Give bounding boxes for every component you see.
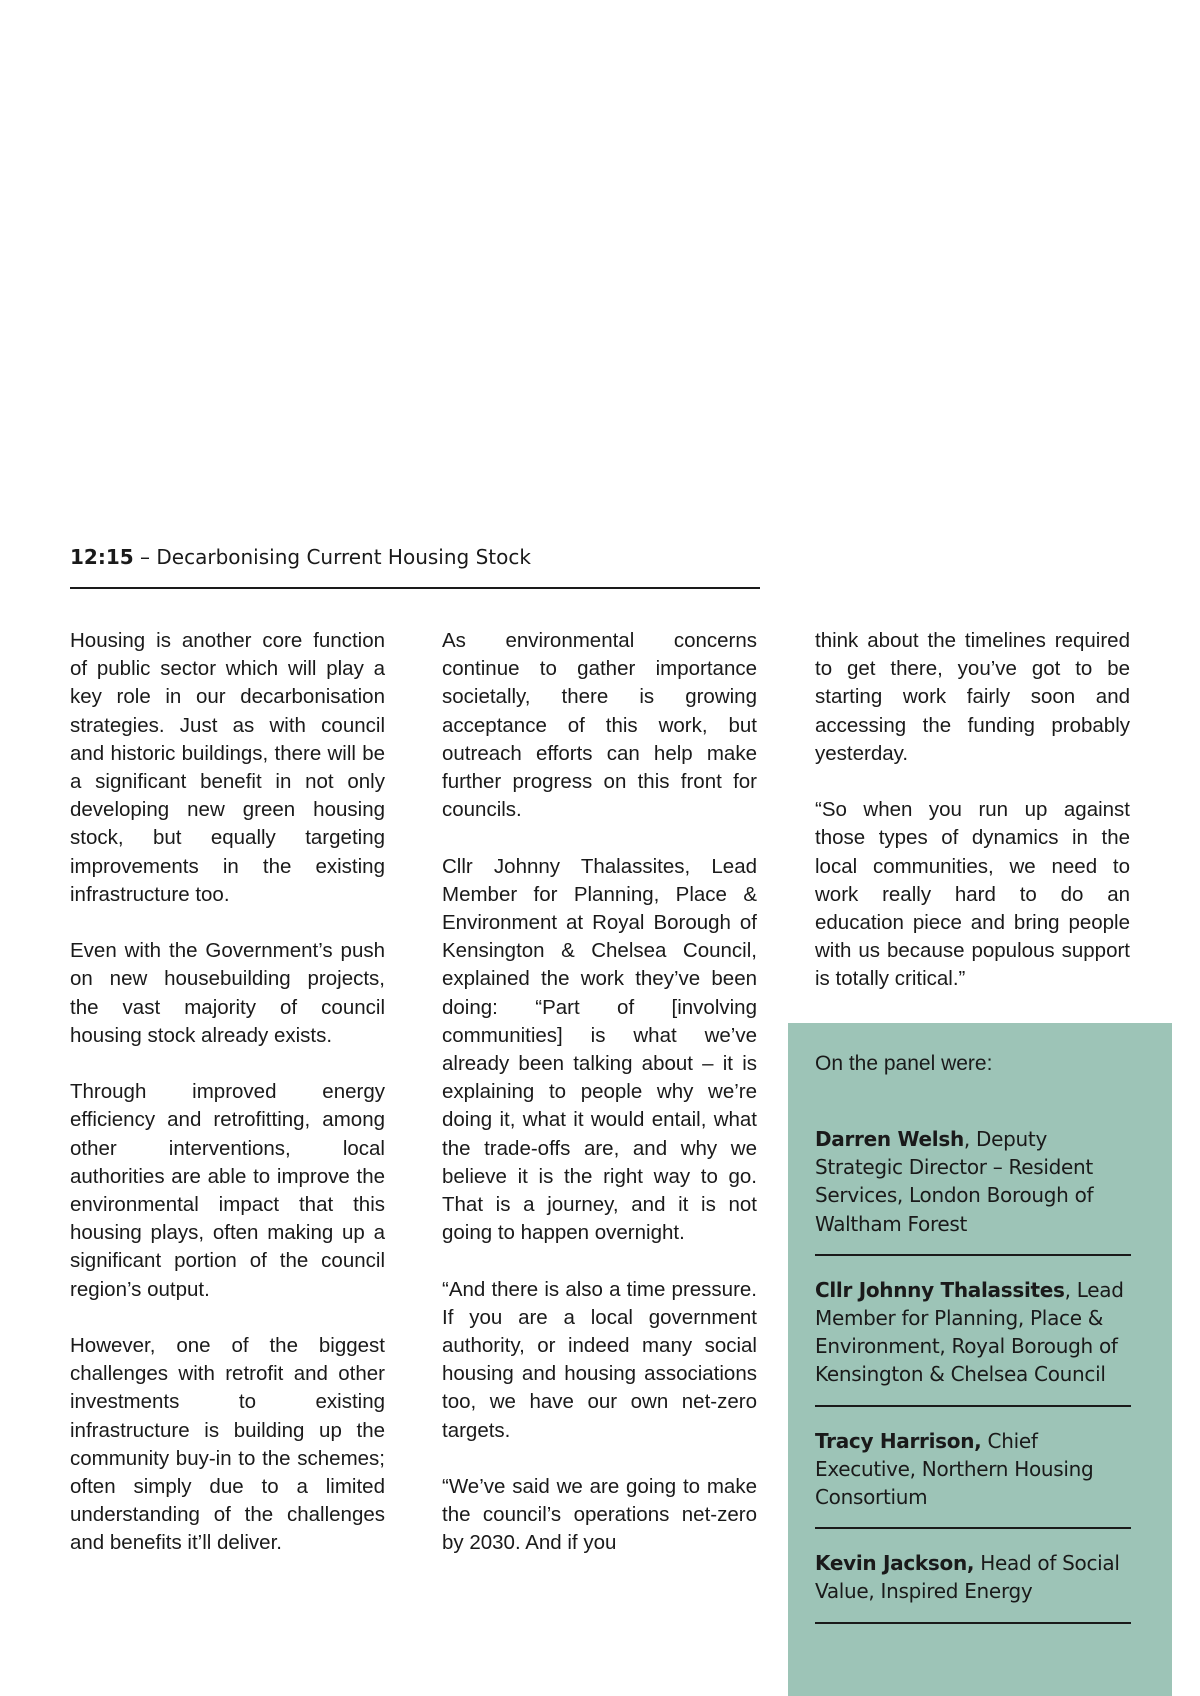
panelist-name: Darren Welsh [815, 1127, 964, 1151]
panelist-entry [815, 1427, 1131, 1530]
panel-title: On the panel were: [815, 1052, 993, 1075]
paragraph: Housing is another core function of public sector which will play a key role in our decarbonisation strategies. Just as with council and historic buildings, there will be a significant benefit in not only developing new green housing stock, but equally targeting improvements in the existing infrastructure too. [70, 629, 385, 906]
session-time: 12:15 [70, 545, 134, 569]
panelist-name: Kevin Jackson, [815, 1551, 975, 1576]
paragraph: “So when you run up against those types of dynamics in the local communities, we need to work really hard to do an education piece and bring people with us because populous support is totally critical.” [815, 798, 1130, 991]
panelist-name: Cllr Johnny Thalassites [815, 1277, 1065, 1302]
session-title: – Decarbonising Current Housing Stock [140, 545, 531, 569]
panelist-name: Tracy Harrison, [815, 1428, 982, 1453]
paragraph: As environmental concerns continue to gather importance societally, there is growing acceptance of this work, but outreach efforts can help make further progress on this front for councils. [442, 629, 757, 822]
panelist-entry [815, 1125, 1131, 1256]
heading-divider [70, 587, 760, 589]
article-column-2 [442, 627, 757, 1586]
panelist-role: Head of Social Value, Inspired Energy [815, 1551, 1120, 1604]
panelist-entry [815, 1276, 1131, 1407]
panel-sidebar [788, 1023, 1172, 1696]
paragraph: think about the timelines required to get there, you’ve got to be starting work fairly soon and accessing the funding probably yesterday. [815, 629, 1130, 765]
article-column-1 [70, 627, 385, 1586]
paragraph: “And there is also a time pressure. If you are a local government authority, or indeed many social housing and housing associations too, we have our own net-zero targets. [442, 1277, 757, 1442]
paragraph: “We’ve said we are going to make the council’s operations net-zero by 2030. And if you [442, 1475, 757, 1555]
panelist-role: , Deputy Strategic Director – Resident Services, London Borough of Waltham Forest [815, 1127, 1094, 1236]
panelist-role: , Lead Member for Planning, Place & Environment, Royal Borough of Kensington & Chelsea Council [815, 1277, 1124, 1387]
panelist-role: Chief Executive, Northern Housing Consortium [815, 1428, 1094, 1510]
panelist-entry [815, 1549, 1131, 1623]
paragraph: Even with the Government’s push on new housebuilding projects, the vast majority of council housing stock already exists. [70, 939, 385, 1047]
session-heading [70, 543, 760, 571]
panelist-list [815, 1125, 1131, 1644]
article-column-3 [815, 627, 1130, 1022]
paragraph: Cllr Johnny Thalassites, Lead Member for Planning, Place & Environment at Royal Borough of Kensington & Chelsea Council, explained the work they’ve been doing: “Part of [involving communities] is what we’ve already been talking about – it is explaining to people why we’re doing it, what it would entail, what the trade-offs are, and why we believe it is the right way to go. That is a journey, and it is not going to happen overnight. [442, 854, 757, 1245]
paragraph: However, one of the biggest challenges with retrofit and other investments to existing infrastructure is building up the community buy-in to the schemes; often simply due to a limited understanding of the challenges and benefits it’ll deliver. [70, 1334, 385, 1555]
paragraph: Through improved energy efficiency and retrofitting, among other interventions, local authorities are able to improve the environmental impact that this housing plays, often making up a significant portion of the council region’s output. [70, 1080, 385, 1301]
